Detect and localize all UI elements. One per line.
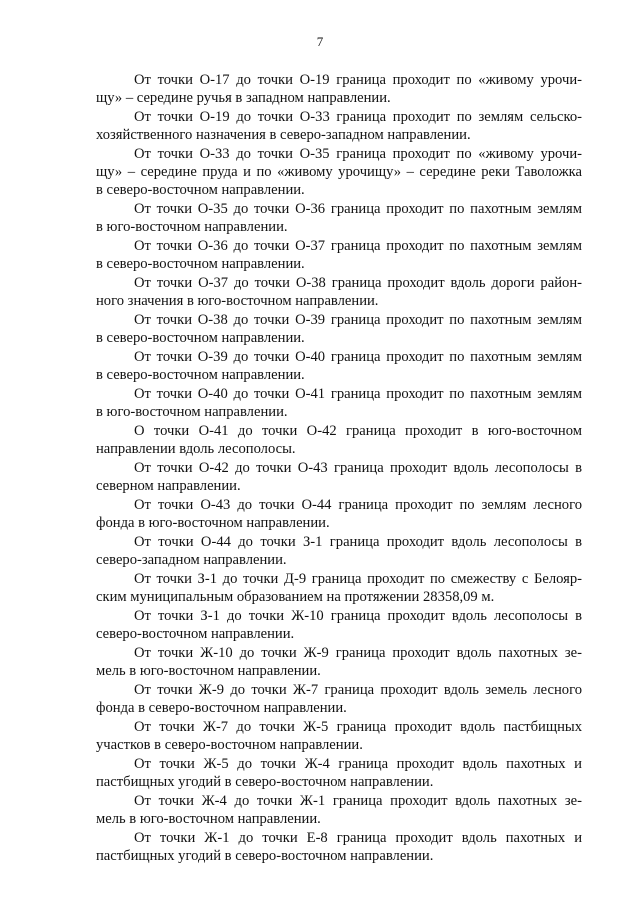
boundary-paragraph [96, 237, 582, 273]
page-number: 7 [316, 34, 324, 49]
boundary-paragraph [96, 607, 582, 643]
paragraph-line: мель в юго-восточном направлении. [96, 663, 321, 680]
paragraph-line: От точки Ж-10 до точки Ж-9 граница проходит вдоль пахотных зе- [134, 645, 582, 662]
paragraph-line: От точки Ж-1 до точки Е-8 граница проходит вдоль пахотных и [134, 830, 582, 847]
paragraph-line: щу» – середине пруда и по «живому урочищу» – середине реки Таволожка [96, 164, 582, 181]
boundary-paragraph [96, 422, 582, 458]
paragraph-line: ного значения в юго-восточном направлении. [96, 293, 379, 310]
paragraph-line: хозяйственного назначения в северо-западном направлении. [96, 127, 471, 144]
paragraph-line: От точки О-43 до точки О-44 граница проходит по землям лесного [134, 497, 582, 514]
paragraph-line: От точки Ж-7 до точки Ж-5 граница проходит вдоль пастбищных [134, 719, 582, 736]
paragraph-line: От точки О-17 до точки О-19 граница проходит по «живому урочи- [134, 72, 582, 88]
boundary-paragraph [96, 459, 582, 495]
boundary-paragraph [96, 385, 582, 421]
paragraph-line: От точки О-44 до точки З-1 граница проходит вдоль лесополосы в [134, 534, 582, 551]
boundary-paragraph [96, 829, 582, 865]
boundary-paragraph [96, 311, 582, 347]
paragraph-line: в юго-восточном направлении. [96, 219, 288, 236]
paragraph-line: фонда в северо-восточном направлении. [96, 700, 347, 717]
paragraph-line: От точки О-35 до точки О-36 граница проходит по пахотным землям [134, 201, 582, 218]
paragraph-line: северо-западном направлении. [96, 552, 287, 569]
paragraph-line: северном направлении. [96, 478, 241, 495]
boundary-paragraph [96, 533, 582, 569]
paragraph-line: ским муниципальным образованием на протяжении 28358,09 м. [96, 589, 495, 606]
paragraph-line: От точки Ж-5 до точки Ж-4 граница проходит вдоль пахотных и [134, 756, 582, 773]
boundary-paragraph [96, 71, 582, 107]
paragraph-line: пастбищных угодий в северо-восточном направлении. [96, 848, 434, 865]
paragraph-line: в северо-восточном направлении. [96, 182, 305, 199]
document-body [96, 71, 582, 866]
boundary-paragraph [96, 200, 582, 236]
boundary-paragraph [96, 274, 582, 310]
paragraph-line: О точки О-41 до точки О-42 граница проходит в юго-восточном [134, 423, 582, 440]
paragraph-line: фонда в юго-восточном направлении. [96, 515, 330, 532]
boundary-paragraph [96, 108, 582, 144]
paragraph-line: От точки З-1 до точки Д-9 граница проходит по смежеству с Белояр- [134, 571, 582, 588]
paragraph-line: пастбищных угодий в северо-восточном направлении. [96, 774, 434, 791]
paragraph-line: От точки Ж-4 до точки Ж-1 граница проходит вдоль пахотных зе- [134, 793, 582, 810]
paragraph-line: северо-восточном направлении. [96, 626, 295, 643]
boundary-paragraph [96, 755, 582, 791]
paragraph-line: От точки О-39 до точки О-40 граница проходит по пахотным землям [134, 349, 582, 366]
boundary-paragraph [96, 348, 582, 384]
boundary-paragraph [96, 570, 582, 606]
paragraph-line: направлении вдоль лесополосы. [96, 441, 296, 458]
paragraph-line: участков в северо-восточном направлении. [96, 737, 363, 754]
boundary-paragraph [96, 496, 582, 532]
boundary-paragraph [96, 145, 582, 200]
boundary-paragraph [96, 644, 582, 680]
paragraph-line: От точки Ж-9 до точки Ж-7 граница проходит вдоль земель лесного [134, 682, 582, 699]
paragraph-line: в северо-восточном направлении. [96, 330, 305, 347]
paragraph-line: От точки О-19 до точки О-33 граница проходит по землям сельско- [134, 109, 582, 125]
boundary-paragraph [96, 681, 582, 717]
paragraph-line: От точки О-38 до точки О-39 граница проходит по пахотным землям [134, 312, 582, 329]
paragraph-line: От точки О-33 до точки О-35 граница проходит по «живому урочи- [134, 146, 582, 162]
paragraph-line: в северо-восточном направлении. [96, 367, 305, 384]
paragraph-line: в юго-восточном направлении. [96, 404, 288, 421]
paragraph-line: От точки О-37 до точки О-38 граница проходит вдоль дороги район- [134, 275, 582, 292]
paragraph-line: щу» – середине ручья в западном направлении. [96, 90, 391, 107]
paragraph-line: От точки О-36 до точки О-37 граница проходит по пахотным землям [134, 238, 582, 255]
paragraph-line: От точки О-40 до точки О-41 граница проходит по пахотным землям [134, 386, 582, 403]
paragraph-line: в северо-восточном направлении. [96, 256, 305, 273]
paragraph-line: мель в юго-восточном направлении. [96, 811, 321, 828]
boundary-paragraph [96, 792, 582, 828]
paragraph-line: От точки О-42 до точки О-43 граница проходит вдоль лесополосы в [134, 460, 582, 477]
boundary-paragraph [96, 718, 582, 754]
paragraph-line: От точки З-1 до точки Ж-10 граница проходит вдоль лесополосы в [134, 608, 582, 625]
